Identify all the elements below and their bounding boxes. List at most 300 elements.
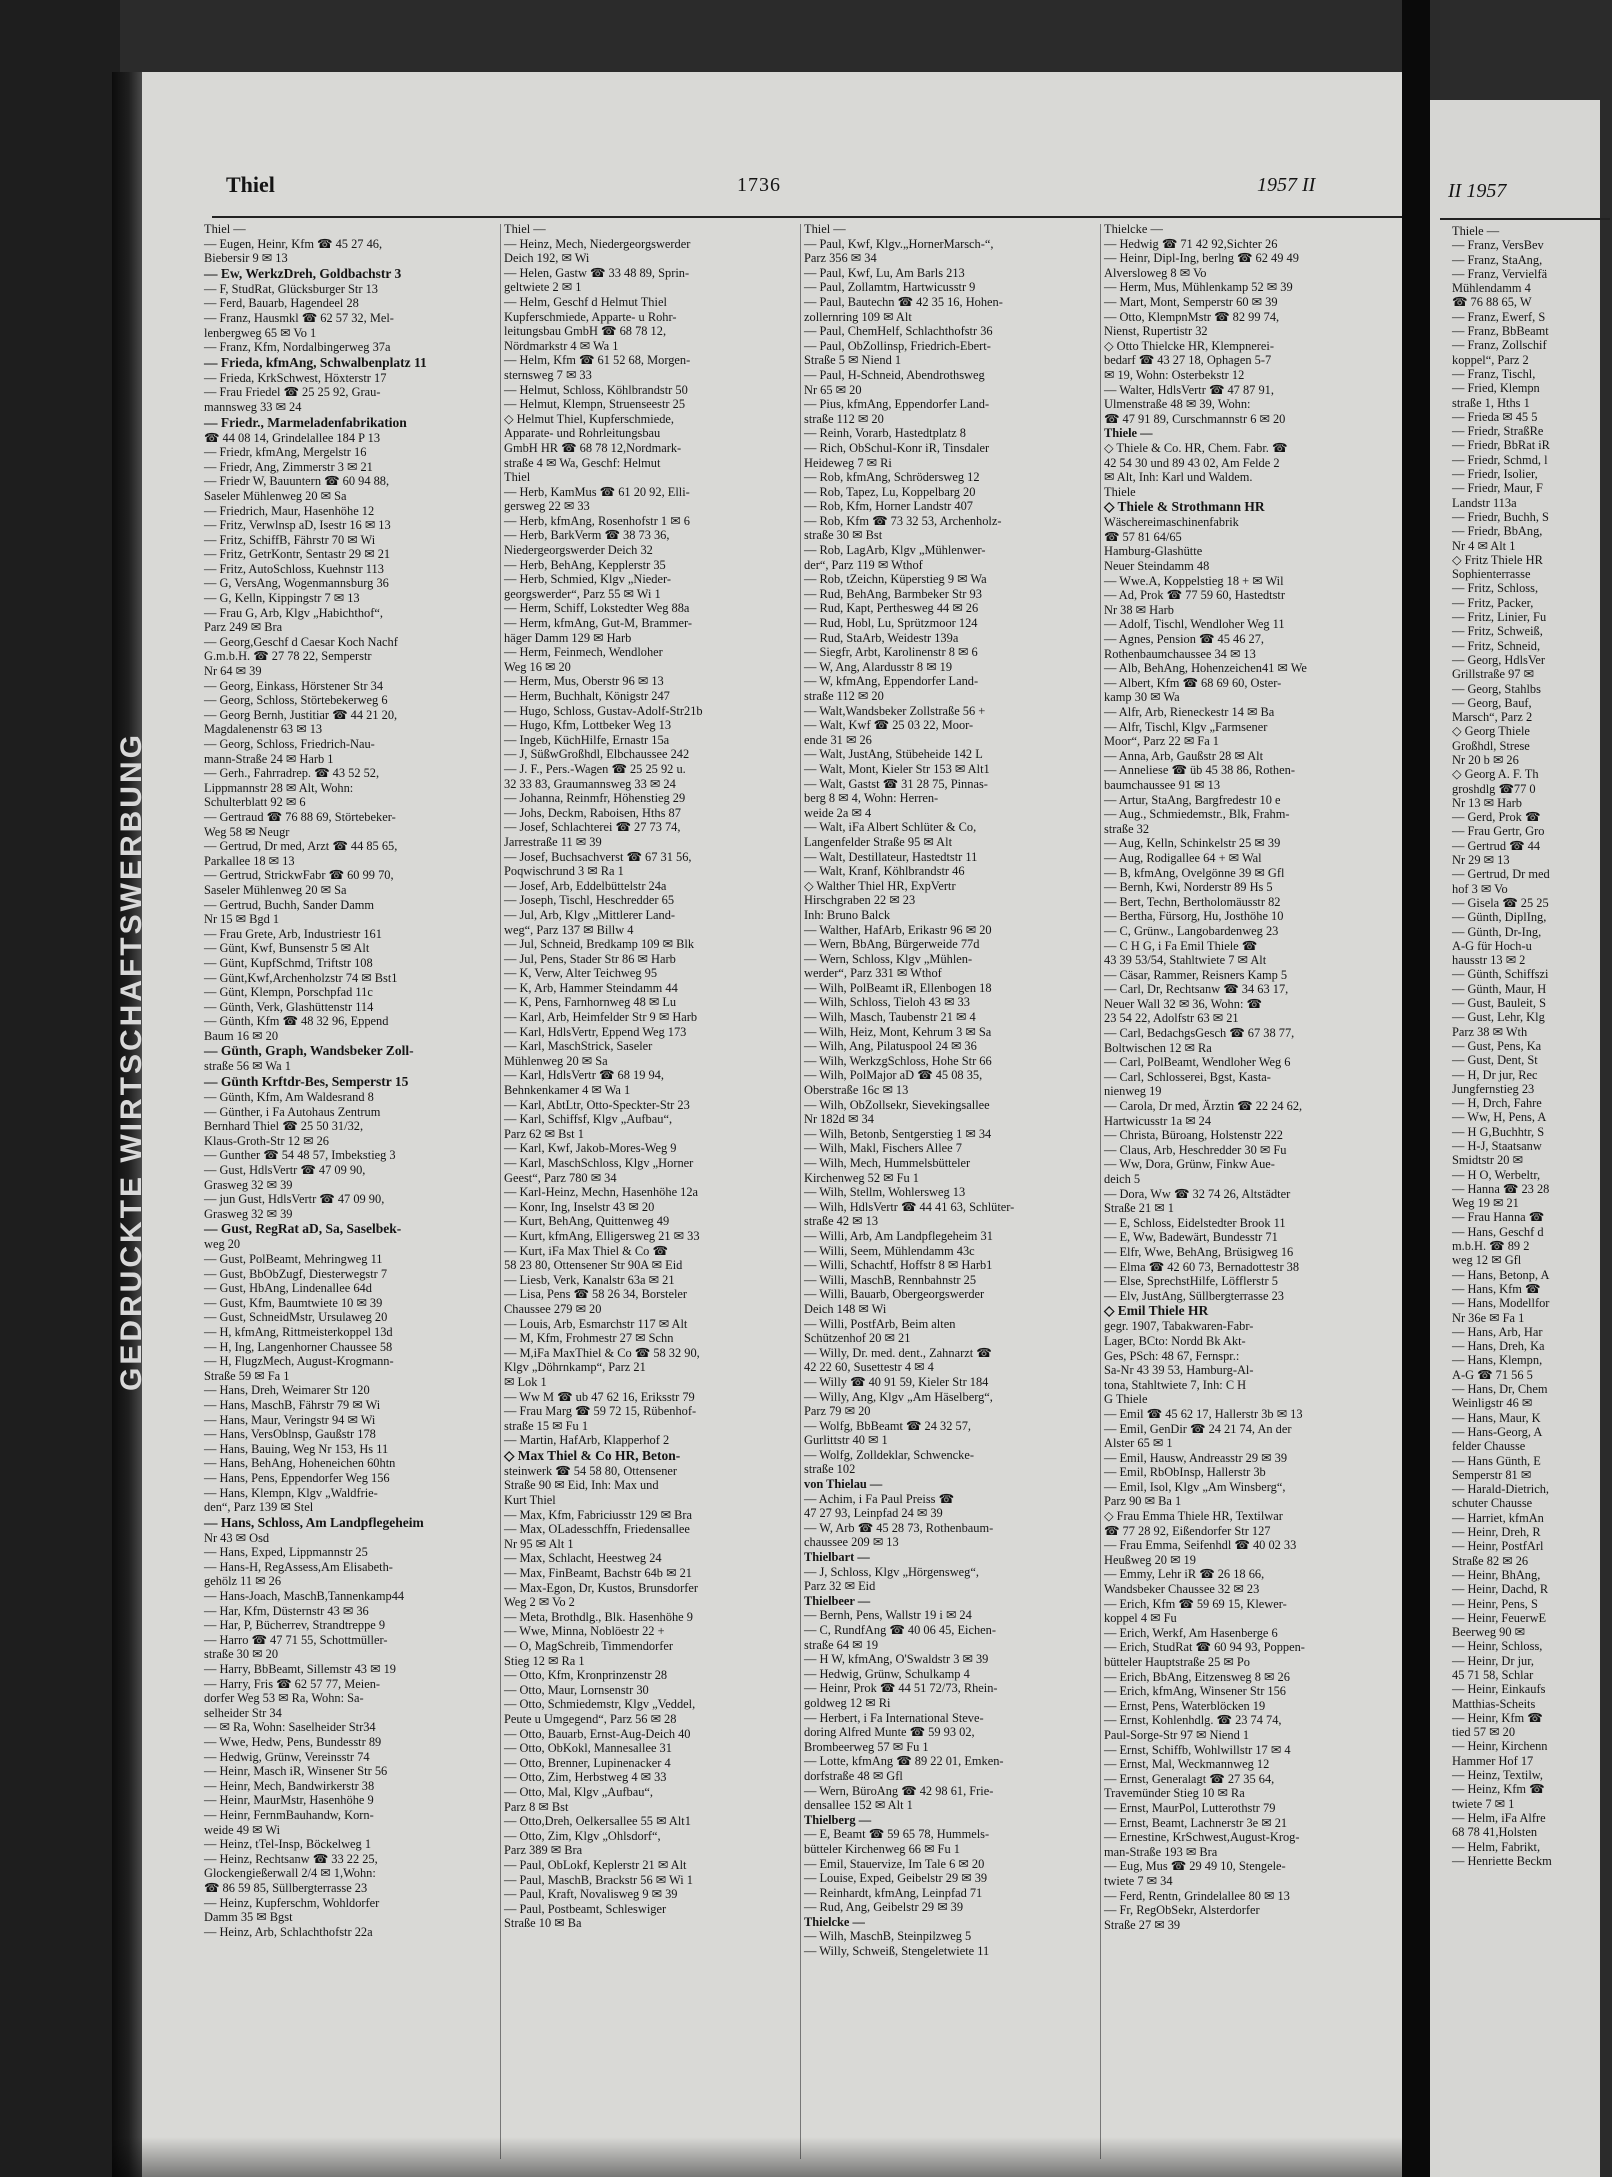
facing-page-entry-line: — Hans, Modellfor [1452,1296,1550,1311]
directory-entry-line: Nr 182d ✉ 34 [804,1112,874,1127]
directory-entry-line: 58 23 80, Ottensener Str 90A ✉ Eid [504,1258,683,1273]
directory-entry-line: — Heinz, Mech, Niedergeorgswerder [504,236,691,251]
directory-entry-line: — Ernst, Pens, Waterblöcken 19 [1104,1698,1266,1713]
directory-entry-line: — Heinr, FernmBauhandw, Korn- [204,1807,374,1822]
directory-entry-line: — Paul, H-Schneid, Abendrothsweg [804,367,985,382]
facing-page-entry-line: Parz 38 ✉ Wth [1452,1024,1528,1039]
directory-entry-line: — Ingeb, KüchHilfe, Ernastr 15a [504,732,670,747]
directory-entry-line: — Gust, RegRat aD, Sa, Saselbek- [204,1221,402,1237]
directory-entry-line: ☎ 47 91 89, Curschmannstr 6 ✉ 20 [1104,411,1286,426]
directory-entry-line: Thiele — [1104,426,1153,441]
facing-page-entry-line: — Franz, Ewerf, S [1452,309,1546,324]
directory-entry-line: ✉ 19, Wohn: Osterbekstr 12 [1104,367,1245,382]
facing-page-entry-line: — Georg, Bauf, [1452,695,1532,710]
book-spine [112,72,148,2177]
directory-entry-line: — Elv, JustAng, Süllbergterrasse 23 [1104,1288,1284,1303]
directory-entry-line: — Emil, Hausw, Andreasstr 29 ✉ 39 [1104,1450,1288,1465]
column-divider [500,224,501,2159]
directory-entry-line: — Herm, Schiff, Lokstedter Weg 88a [504,601,690,616]
directory-entry-line: — Hans, Pens, Eppendorfer Weg 156 [204,1470,390,1485]
directory-page [112,72,1402,2177]
directory-entry-line: — Herb, Schmied, Klgv „Nieder- [504,572,671,587]
directory-entry-line: — Hans, BehAng, Hoheneichen 60htn [204,1456,396,1471]
directory-entry-line: straße 112 ✉ 20 [804,689,884,703]
facing-page-entry-line: — Heinr, BhAng, [1452,1567,1541,1582]
directory-entry-line: Behnkenkamer 4 ✉ Wa 1 [504,1083,631,1098]
directory-entry-line: — Heinz, Arb, Schlachthofstr 22a [204,1924,373,1939]
directory-entry-line: — Karl, Kwf, Jakob-Mores-Weg 9 [504,1141,677,1156]
directory-entry-line: — Paul, Bautechn ☎ 42 35 16, Hohen- [804,294,1003,309]
facing-page-entry-line: — H, Dr jur, Rec [1452,1067,1538,1082]
directory-entry-line: Parz 32 ✉ Eid [804,1579,876,1594]
page-gutter [1402,0,1430,2177]
directory-entry-line: — Paul, Postbeamt, Schleswiger [504,1901,667,1916]
directory-entry-line: Parz 356 ✉ 34 [804,251,877,266]
directory-entry-line: Hamburg-Glashütte [1104,544,1203,559]
facing-page-entry-line: tied 57 ✉ 20 [1452,1725,1516,1740]
directory-entry-line: — Walt, iFa Albert Schlüter & Co, [804,820,977,835]
directory-entry-line: dorfstraße 48 ✉ Gfl [804,1768,903,1783]
directory-entry-line: — Franz, Kfm, Nordalbingerweg 37a [204,340,391,355]
directory-entry-line: ☎ 44 08 14, Grindelallee 184 P 13 [204,430,381,445]
directory-entry-line: — Wwe.A, Koppelstieg 18 + ✉ Wil [1104,573,1284,588]
directory-entry-line: — Wwe, Minna, Noblöestr 22 + [504,1624,665,1639]
facing-page-entry-line: — Heinr, Kirchenn [1452,1739,1548,1754]
facing-page-entry-line: — Heinz, Kfm ☎ [1452,1782,1545,1797]
directory-entry-line: — Wilh, Schloss, Tieloh 43 ✉ 33 [804,995,970,1010]
directory-entry-line: — Willi, Seem, Mühlendamm 43c [804,1243,975,1258]
directory-entry-line: GmbH HR ☎ 68 78 12,Nordmark- [504,440,682,455]
directory-entry-line: — H, Ing, Langenhorner Chaussee 58 [204,1339,393,1354]
directory-entry-line: — K, Arb, Hammer Steindamm 44 [504,980,678,995]
directory-entry-line: — Walt, Destillateur, Hastedtstr 11 [804,849,978,864]
directory-entry-line: — G, Kelln, Kippingstr 7 ✉ 13 [204,591,360,606]
directory-entry-line: — Günt,Kwf,Archenholzstr 74 ✉ Bst1 [204,970,398,985]
facing-page-entry-line: Jungfernstieg 23 [1452,1081,1535,1096]
directory-entry-line: — Karl, AbtLtr, Otto-Speckter-Str 23 [504,1097,690,1112]
directory-entry-line: Deich 192, ✉ Wi [504,251,590,266]
directory-entry-line: — Otto, Brenner, Lupinenacker 4 [504,1755,671,1770]
facing-page-entry-line: hausstr 13 ✉ 2 [1452,953,1526,968]
directory-entry-line: — Willy, Ang, Klgv „Am Häselberg“, [804,1389,993,1404]
facing-page-entry-line: — Günth, Dr-Ing, [1452,924,1542,939]
facing-page-entry-line: 45 71 58, Schlar [1452,1667,1534,1682]
directory-entry-line: Weg 16 ✉ 20 [504,659,571,674]
directory-entry-line: — Harry, Fris ☎ 62 57 77, Meien- [204,1676,381,1691]
directory-entry-line: — Rich, ObSchul-Konr iR, Tinsdaler [804,440,990,455]
facing-page-entry-line: — Friedr, Maur, F [1452,481,1543,496]
directory-entry-line: — G, VersAng, Wogenmannsburg 36 [204,576,389,591]
directory-entry-line: — Paul, ChemHelf, Schlachthofstr 36 [804,324,993,339]
directory-entry-line: — Günth, Kfm ☎ 48 32 96, Eppend [204,1014,389,1029]
directory-entry-line: — Hans, Bauing, Weg Nr 153, Hs 11 [204,1441,389,1456]
directory-entry-line: Lager, BCto: Nordd Bk Akt- [1104,1333,1246,1348]
directory-entry-line: — Kurt, kfmAng, Elligersweg 21 ✉ 33 [504,1228,700,1243]
directory-entry-line: geltwiete 2 ✉ 1 [504,280,582,295]
directory-entry-line: — Karl, HdlsVertr ☎ 68 19 94, [504,1068,664,1083]
directory-entry-line: ☎ 86 59 85, Süllbergterrasse 23 [204,1880,368,1895]
directory-entry-line: ◇ Emil Thiele HR [1104,1303,1209,1319]
directory-entry-line: — Willy ☎ 40 91 59, Kieler Str 184 [804,1374,989,1389]
directory-entry-line: G.m.b.H. ☎ 27 78 22, Semperstr [204,649,372,664]
facing-page-entry-line: m.b.H. ☎ 89 2 [1452,1239,1530,1254]
directory-entry-line: — Bernh, Pens, Wallstr 19 i ✉ 24 [804,1608,972,1623]
facing-page-entry-line: Weinligstr 46 ✉ [1452,1396,1533,1411]
directory-entry-line: tona, Stahltwiete 7, Inh: C H [1104,1377,1247,1392]
directory-entry-line: — Karl, MaschSchloss, Klgv „Horner [504,1156,694,1170]
directory-entry-line: Damm 35 ✉ Bgst [204,1910,293,1925]
directory-entry-line: — Helm, Kfm ☎ 61 52 68, Morgen- [504,353,691,368]
directory-entry-line: — Fritz, SchiffB, Fährstr 70 ✉ Wi [204,532,376,547]
directory-entry-line: — J. F., Pers.-Wagen ☎ 25 25 92 u. [504,761,686,776]
directory-entry-line: — Cäsar, Rammer, Reisners Kamp 5 [1104,967,1288,982]
spine-advertisement-text: GEDRUCKTE WIRTSCHAFTSWERBUNG [115,732,148,1392]
directory-entry-line: — Willi, Schachtf, Hoffstr 8 ✉ Harb1 [804,1258,993,1273]
directory-entry-line: — Gerh., Fahrradrep. ☎ 43 52 52, [204,766,380,781]
directory-entry-line: Oberstraße 16c ✉ 13 [804,1083,909,1098]
directory-entry-line: goldweg 12 ✉ Ri [804,1695,891,1710]
directory-entry-line: Heideweg 7 ✉ Ri [804,455,892,470]
directory-entry-line: Gurlittstr 40 ✉ 1 [804,1433,888,1448]
directory-entry-line: Apparate- und Rohrleitungsbau [504,426,661,441]
facing-page-entry-line: — Fried, Klempn [1452,381,1540,396]
facing-page-entry-line: — Friedr, StraßRe [1452,424,1544,439]
facing-page-entry-line: — Hans, Dr, Chem [1452,1382,1548,1397]
directory-entry-line: — Wern, Schloss, Klgv „Mühlen- [804,951,973,966]
facing-page-entry-line: hof 3 ✉ Vo [1452,881,1508,896]
directory-entry-line: zollernring 109 ✉ Alt [804,309,912,324]
facing-page-entries [1452,224,1612,1868]
directory-entry-line: 23 54 22, Adolfstr 63 ✉ 21 [1104,1011,1239,1026]
directory-entry-line: straße 30 ✉ 20 [204,1647,279,1662]
facing-page-entry-line: Straße 82 ✉ 26 [1452,1553,1529,1568]
directory-entry-line: — Josef, Buchsachverst ☎ 67 31 56, [504,849,692,864]
directory-entry-line: — Emil, Isol, Klgv „Am Winsberg“, [1104,1479,1286,1494]
facing-page-entry-line: — Franz, Zollschif [1452,338,1547,353]
directory-entry-line: — E, Schloss, Eidelstedter Brook 11 [1104,1215,1286,1230]
directory-entry-line: densallee 152 ✉ Alt 1 [804,1798,913,1813]
column-divider [800,224,801,2159]
directory-entry-line: — Willi, Arb, Am Landpflegeheim 31 [804,1228,993,1243]
facing-page-entry-line: — Friedr, BbAng, [1452,524,1543,539]
facing-page-entry-line: — Heinr, Pens, S [1452,1596,1538,1611]
directory-entry-line: — Paul, Kwf, Lu, Am Barls 213 [804,265,965,280]
directory-entry-line: koppel 4 ✉ Fu [1104,1611,1177,1626]
directory-entry-line: Klgv „Döhrnkamp“, Parz 21 [504,1360,646,1375]
header-rule [212,216,1402,218]
directory-entry-line: — Joseph, Tischl, Heschredder 65 [504,893,675,908]
directory-entry-line: — Ernst, Schiffb, Wohlwillstr 17 ✉ 4 [1104,1742,1291,1757]
directory-entry-line: — Hans, Schloss, Am Landpflegeheim [204,1514,424,1530]
facing-page-entry-line: felder Chausse [1452,1439,1526,1454]
column-divider [1100,224,1101,2159]
facing-page-entry-line: — Frau Hanna ☎ [1452,1210,1545,1225]
directory-entry-line: Thiel [504,470,531,485]
directory-entry-line: — Max, Kfm, Fabriciusstr 129 ✉ Bra [504,1507,692,1522]
facing-page-entry-line: — Gertrud, Dr med [1452,867,1550,882]
directory-entry-line: Peute u Umgegend“, Parz 56 ✉ 28 [504,1711,677,1726]
directory-entry-line: straße 30 ✉ Bst [804,528,883,543]
directory-entry-line: — Willy, Dr. med. dent., Zahnarzt ☎ [804,1345,992,1360]
facing-page-entry-line: Mühlendamm 4 [1452,281,1531,296]
directory-entry-line: — Erich, Kfm ☎ 59 69 15, Klewer- [1104,1596,1287,1611]
directory-entry-line: — M,iFa MaxThiel & Co ☎ 58 32 90, [504,1345,700,1360]
directory-entry-line: — Herb, BehAng, Kepplerstr 35 [504,557,666,572]
directory-entry-line: — K, Pens, Farnhornweg 48 ✉ Lu [504,995,677,1010]
directory-entry-line: 42 54 30 und 89 43 02, Am Felde 2 [1104,455,1280,470]
directory-entry-line: — Walt,Wandsbeker Zollstraße 56 + [804,703,986,718]
directory-entry-line: ◇ Frau Emma Thiele HR, Textilwar [1104,1509,1283,1524]
directory-entry-line: — Emil, RbObInsp, Hallerstr 3b [1104,1465,1266,1480]
facing-page-entry-line: — Heinz, Textilw, [1452,1768,1544,1783]
directory-entry-line: — E, Ww, Badewärt, Bundesstr 71 [1104,1230,1278,1245]
background-left [0,0,120,2177]
facing-page-entry-line: — Friedr, Buchh, S [1452,509,1549,524]
facing-page-entry-line: weg 12 ✉ Gfl [1452,1253,1522,1268]
directory-entry-line: Nr 65 ✉ 20 [804,382,862,397]
directory-entry-line: — Hedwig ☎ 71 42 92,Sichter 26 [1104,236,1278,251]
directory-entry-line: — Lisa, Pens ☎ 58 26 34, Borsteler [504,1287,688,1302]
facing-page-entry-line: A-G für Hoch-u [1452,938,1532,953]
directory-entry-line: — Ferd, Rentn, Grindelallee 80 ✉ 13 [1104,1888,1290,1903]
directory-entry-line: — Ew, WerkzDreh, Goldbachstr 3 [204,265,402,281]
directory-entry-line: Thiele [1104,484,1136,499]
directory-entry-line: — Wilh, Masch, Taubenstr 21 ✉ 4 [804,1010,976,1025]
directory-entry-line: — Günt, Klempn, Porschpfad 11c [204,985,373,1000]
directory-entry-line: Neuer Steindamm 48 [1104,559,1210,574]
directory-entry-line: Langenfelder Straße 95 ✉ Alt [804,834,953,849]
directory-entry-line: — Reinh, Vorarb, Hastedtplatz 8 [804,426,966,441]
directory-entry-line: — Walt, Mont, Kieler Str 153 ✉ Alt1 [804,761,990,776]
directory-entry-line: — Rud, Ang, Geibelstr 29 ✉ 39 [804,1900,964,1915]
directory-entry-line: Schützenhof 20 ✉ 21 [804,1331,911,1346]
directory-entry-line: — Herbert, i Fa International Steve- [804,1710,984,1725]
directory-entry-line: — Artur, StaAng, Bargfredestr 10 e [1104,792,1281,807]
facing-page-entry-line: — Heinr, FeuerwE [1452,1610,1547,1625]
directory-entry-line: — Elma ☎ 42 60 73, Bernadottestr 38 [1104,1259,1300,1274]
facing-page-entry-line: — Hans, Arb, Har [1452,1324,1543,1339]
entry-column-3 [804,222,1094,2162]
directory-entry-line: — Friedr., Marmeladenfabrikation [204,414,407,430]
directory-entry-line: — Hans, Exped, Lippmannstr 25 [204,1545,368,1560]
directory-entry-line: Mühlenweg 20 ✉ Sa [504,1053,608,1068]
facing-page-entry-line: — Gust, Lehr, Klg [1452,1010,1545,1025]
facing-page-entry-line: Großhdl, Strese [1452,738,1530,753]
directory-entry-line: werder“, Parz 331 ✉ Wthof [804,966,942,981]
directory-entry-line: — B, kfmAng, Ovelgönne 39 ✉ Gfl [1104,865,1285,880]
facing-page-entry-line: — Heinr, PostfArl [1452,1539,1544,1554]
directory-entry-line: — Erich, Werkf, Am Hasenberge 6 [1104,1625,1278,1640]
directory-entry-line: — Georg,Geschf d Caesar Koch Nachf [204,634,398,649]
directory-entry-line: — Josef, Arb, Eddelbüttelstr 24a [504,878,667,893]
directory-entry-line: Saseler Mühlenweg 20 ✉ Sa [204,882,347,897]
directory-entry-line: — Louis, Arb, Esmarchstr 117 ✉ Alt [504,1316,688,1331]
directory-entry-line: den“, Parz 139 ✉ Stel [204,1500,314,1515]
directory-entry-line: ◇ Otto Thielcke HR, Klempnerei- [1104,338,1274,353]
directory-entry-line: 42 22 60, Susettestr 4 ✉ 4 [804,1360,934,1375]
directory-entry-line: — Achim, i Fa Paul Preiss ☎ [804,1491,955,1506]
directory-entry-line: — Ernst, Mal, Weckmannweg 12 [1104,1757,1270,1772]
facing-page-entry-line: koppel“, Parz 2 [1452,352,1529,367]
directory-entry-line: dorfer Weg 53 ✉ Ra, Wohn: Sa- [204,1691,364,1706]
directory-entry-line: — Otto, Mal, Klgv „Aufbau“, [504,1784,654,1799]
directory-entry-line: — Wilh, WerkzgSchloss, Hohe Str 66 [804,1053,992,1068]
directory-entry-line: — Walt, Gastst ☎ 31 28 75, Pinnas- [804,776,988,791]
directory-entry-line: — Fritz, GetrKontr, Sentastr 29 ✉ 21 [204,547,391,562]
facing-page-entry-line: Grillstraße 97 ✉ [1452,667,1534,682]
directory-entry-line: Glockengießerwall 2/4 ✉ 1,Wohn: [204,1866,376,1881]
directory-entry-line: — Gertrud, Dr med, Arzt ☎ 44 85 65, [204,839,398,854]
facing-page-entry-line: — Georg, Stahlbs [1452,681,1541,696]
directory-entry-line: — Walt, Kwf ☎ 25 03 22, Moor- [804,718,974,733]
directory-entry-line: Moor“, Parz 22 ✉ Fa 1 [1104,734,1219,749]
directory-entry-line: — Reinhardt, kfmAng, Leinpfad 71 [804,1885,983,1900]
directory-entry-line: Wäschereimaschinenfabrik [1104,515,1239,530]
directory-entry-line: — Otto, KlempnMstr ☎ 82 99 74, [1104,309,1280,324]
directory-entry-line: Deich 148 ✉ Wi [804,1301,887,1316]
directory-entry-line: — Max, Schlacht, Heestweg 24 [504,1551,662,1566]
directory-entry-line: Parz 389 ✉ Bra [504,1843,583,1858]
directory-entry-line: — Hedwig, Grünw, Schulkamp 4 [804,1666,970,1681]
directory-entry-line: Nienst, Rupertistr 32 [1104,324,1208,339]
facing-page-entry-line: — Helm, iFa Alfre [1452,1810,1546,1825]
facing-page-entry-line: — Friedr, Schmd, l [1452,452,1548,467]
directory-entry-line: G Thiele [1104,1392,1148,1407]
directory-entry-line: — Rud, Kapt, Perthesweg 44 ✉ 26 [804,601,979,616]
directory-entry-line: ◇ Helmut Thiel, Kupferschmiede, [504,411,674,426]
directory-entry-line: Magdalenenstr 63 ✉ 13 [204,722,323,737]
directory-entry-line: man-Straße 193 ✉ Bra [1104,1844,1218,1859]
directory-entry-line: — jun Gust, HdlsVertr ☎ 47 09 90, [204,1192,385,1207]
directory-entry-line: — Adolf, Tischl, Wendloher Weg 11 [1104,617,1285,632]
facing-page-entry-line: ☎ 76 88 65, W [1452,295,1532,310]
directory-entry-line: — Ww M ☎ ub 47 62 16, Eriksstr 79 [504,1389,695,1404]
directory-entry-line: Stieg 12 ✉ Ra 1 [504,1653,585,1668]
directory-entry-line: Kurt Thiel [504,1493,556,1508]
facing-page-entry-line: — Hans, Maur, K [1452,1410,1541,1425]
facing-page-entry-line: — Franz, BbBeamt [1452,324,1549,339]
directory-entry-line: — Paul, Zollamtm, Hartwicusstr 9 [804,280,976,295]
directory-entry-line: Weg 2 ✉ Vo 2 [504,1595,575,1610]
directory-entry-line: — Konr, Ing, Inselstr 43 ✉ 20 [504,1199,655,1214]
directory-entry-line: von Thielau — [804,1477,883,1492]
facing-page-entry-line: — Fritz, Packer, [1452,595,1534,610]
directory-entry-line: Baum 16 ✉ 20 [204,1028,279,1043]
directory-entry-line: — Frau Emma, Seifenhdl ☎ 40 02 33 [1104,1538,1297,1553]
directory-entry-line: — Wilh, ObZollsekr, Sievekingsallee [804,1097,990,1112]
facing-page-entry-line: — Heinr, Dr jur, [1452,1653,1534,1668]
directory-entry-line: ✉ Alt, Inh: Karl und Waldem. [1104,470,1253,485]
directory-entry-line: — Hans-Joach, MaschB,Tannenkamp44 [204,1589,405,1604]
directory-entry-line: — Karl, HdlsVertr, Eppend Weg 173 [504,1024,687,1039]
directory-entry-line: — Ww, Dora, Grünw, Finkw Aue- [1104,1157,1275,1172]
facing-page-entry-line: — Harald-Dietrich, [1452,1482,1550,1497]
directory-entry-line: chaussee 209 ✉ 13 [804,1535,899,1550]
directory-entry-line: — Friedr, Ang, Zimmerstr 3 ✉ 21 [204,459,373,474]
directory-entry-line: georgswerder“, Parz 55 ✉ Wi 1 [504,586,661,601]
directory-entry-line: — Bert, Techn, Bertholomäusstr 82 [1104,894,1281,909]
facing-page-entry-line: — Hans, Kfm ☎ [1452,1281,1541,1296]
directory-entry-line: — Wilh, Stellm, Wohlersweg 13 [804,1185,966,1200]
directory-entry-line: Niedergeorgswerder Deich 32 [504,543,653,558]
directory-entry-line: — W, Arb ☎ 45 28 73, Rothenbaum- [804,1520,994,1535]
directory-entry-line: — Ferd, Bauarb, Hagendeel 28 [204,296,359,311]
directory-entry-line: Hartwicusstr 1a ✉ 24 [1104,1113,1212,1128]
directory-entry-line: — Gust, SchneidMstr, Ursulaweg 20 [204,1310,388,1325]
directory-entry-line: — Jul, Arb, Klgv „Mittlerer Land- [504,907,676,922]
facing-page-entry-line: ◇ Georg Thiele [1452,724,1530,739]
directory-entry-line: — Wilh, Betonb, Sentgerstieg 1 ✉ 34 [804,1126,992,1141]
facing-page-entry-line: — Gisela ☎ 25 25 [1452,895,1549,910]
directory-entry-line: steinwerk ☎ 54 58 80, Ottensener [504,1463,678,1478]
directory-entry-line: — Emil, Stauervize, Im Tale 6 ✉ 20 [804,1856,985,1871]
directory-entry-line: — Alfr, Arb, Rieneckestr 14 ✉ Ba [1104,705,1275,719]
directory-entry-line: — Franz, Hausmkl ☎ 62 57 32, Mel- [204,310,394,325]
directory-entry-line: Biebersir 9 ✉ 13 [204,251,288,266]
directory-entry-line: — Eug, Mus ☎ 29 49 10, Stengele- [1104,1859,1286,1874]
facing-page-entry-line: — Friedr, BbRat iR [1452,438,1550,453]
directory-entry-line: — Heinr, Dipl-Ing, berlng ☎ 62 49 49 [1104,251,1299,266]
directory-entry-line: — Hans, MaschB, Fährstr 79 ✉ Wi [204,1397,381,1412]
directory-entry-line: — Walt, Kranf, Köhlbrandstr 46 [804,864,965,879]
facing-page-entry-line: — Heinr, Einkaufs [1452,1682,1546,1697]
directory-entry-line: — Max-Egon, Dr, Kustos, Brunsdorfer [504,1580,698,1595]
directory-entry-line: nienweg 19 [1104,1084,1162,1099]
facing-page-entry-line: — Frieda ✉ 45 5 [1452,409,1538,424]
facing-page-entry-line: Hammer Hof 17 [1452,1753,1534,1768]
directory-entry-line: — Kurt, iFa Max Thiel & Co ☎ [504,1243,668,1258]
directory-entry-line: Boltwischen 12 ✉ Ra [1104,1040,1212,1055]
directory-entry-line: — Carl, PolBeamt, Wendloher Weg 6 [1104,1055,1291,1070]
directory-entry-line: — Erich, kfmAng, Winsener Str 156 [1104,1684,1287,1699]
directory-entry-line: Bernhard Thiel ☎ 25 50 31/32, [204,1119,364,1134]
directory-entry-line: Paul-Sorge-Str 97 ✉ Niend 1 [1104,1727,1250,1742]
directory-entry-line: Geest“, Parz 780 ✉ 34 [504,1170,617,1185]
facing-page-entry-line: ◇ Fritz Thiele HR [1452,552,1543,567]
directory-entry-line: — C, RundfAng ☎ 40 06 45, Eichen- [804,1623,996,1637]
directory-entry-line: Thiel — [204,222,246,236]
facing-page-entry-line: — Franz, VersBev [1452,238,1544,253]
facing-page-entry-line: — Franz, Tischl, [1452,366,1536,381]
facing-page-entry-line: Nr 13 ✉ Harb [1452,795,1522,810]
directory-entry-line: Weg 58 ✉ Neugr [204,824,290,839]
facing-page-entry-line: — Fritz, Linier, Fu [1452,610,1547,625]
facing-page-entry-line: — Hans, Geschf d [1452,1224,1544,1239]
facing-page-entry-line: Weg 19 ✉ 21 [1452,1196,1519,1211]
directory-entry-line: — Paul, MaschB, Brackstr 56 ✉ Wi 1 [504,1872,693,1887]
directory-entry-line: — Gertraud ☎ 76 88 69, Störtebeker- [204,809,396,824]
directory-entry-line: — Herm, Mus, Mühlenkamp 52 ✉ 39 [1104,280,1293,295]
facing-page-entry-line: ◇ Georg A. F. Th [1452,767,1539,782]
directory-entry-line: Nr 38 ✉ Harb [1104,602,1174,617]
directory-entry-line: Sa-Nr 43 39 53, Hamburg-Al- [1104,1363,1254,1378]
directory-entry-line: — J, SüßwGroßhdl, Elbchaussee 242 [504,747,690,762]
facing-page-entry-line: Nr 36e ✉ Fa 1 [1452,1310,1525,1325]
directory-entry-line: — Agnes, Pension ☎ 45 46 27, [1104,632,1264,647]
directory-entry-line: — Jul, Schneid, Bredkamp 109 ✉ Blk [504,937,695,952]
directory-entry-line: straße 42 ✉ 13 [804,1214,879,1229]
directory-entry-line: Poqwischrund 3 ✉ Ra 1 [504,864,624,879]
directory-entry-line: — Herm, Feinmech, Wendloher [504,645,663,660]
directory-entry-line: Parz 249 ✉ Bra [204,620,283,635]
directory-entry-line: baumchaussee 91 ✉ 13 [1104,777,1221,792]
directory-entry-line: — Otto, Zim, Herbstweg 4 ✉ 33 [504,1770,667,1785]
header-year: 1957 II [1257,174,1316,196]
directory-entry-line: Straße 5 ✉ Niend 1 [804,353,902,368]
directory-entry-line: — Siegfr, Arbt, Karolinenstr 8 ✉ 6 [804,645,978,660]
directory-entry-line: — Emil ☎ 45 62 17, Hallerstr 3b ✉ 13 [1104,1406,1303,1421]
directory-entry-line: — Rud, StaArb, Weidestr 139a [804,630,959,645]
